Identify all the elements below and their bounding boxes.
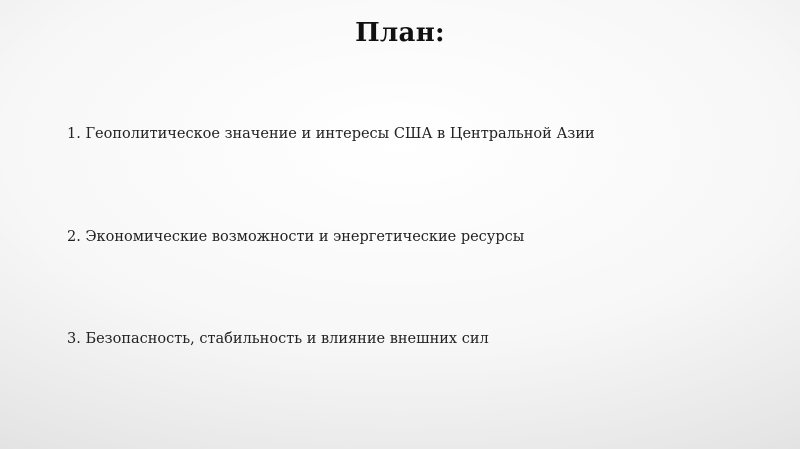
plan-item-1: 1. Геополитическое значение и интересы США в Центральной Азии bbox=[67, 126, 595, 142]
plan-item-2: 2. Экономические возможности и энергетические ресурсы bbox=[67, 229, 525, 245]
slide-title: План: bbox=[355, 18, 445, 48]
plan-item-3: 3. Безопасность, стабильность и влияние внешних сил bbox=[67, 331, 489, 347]
